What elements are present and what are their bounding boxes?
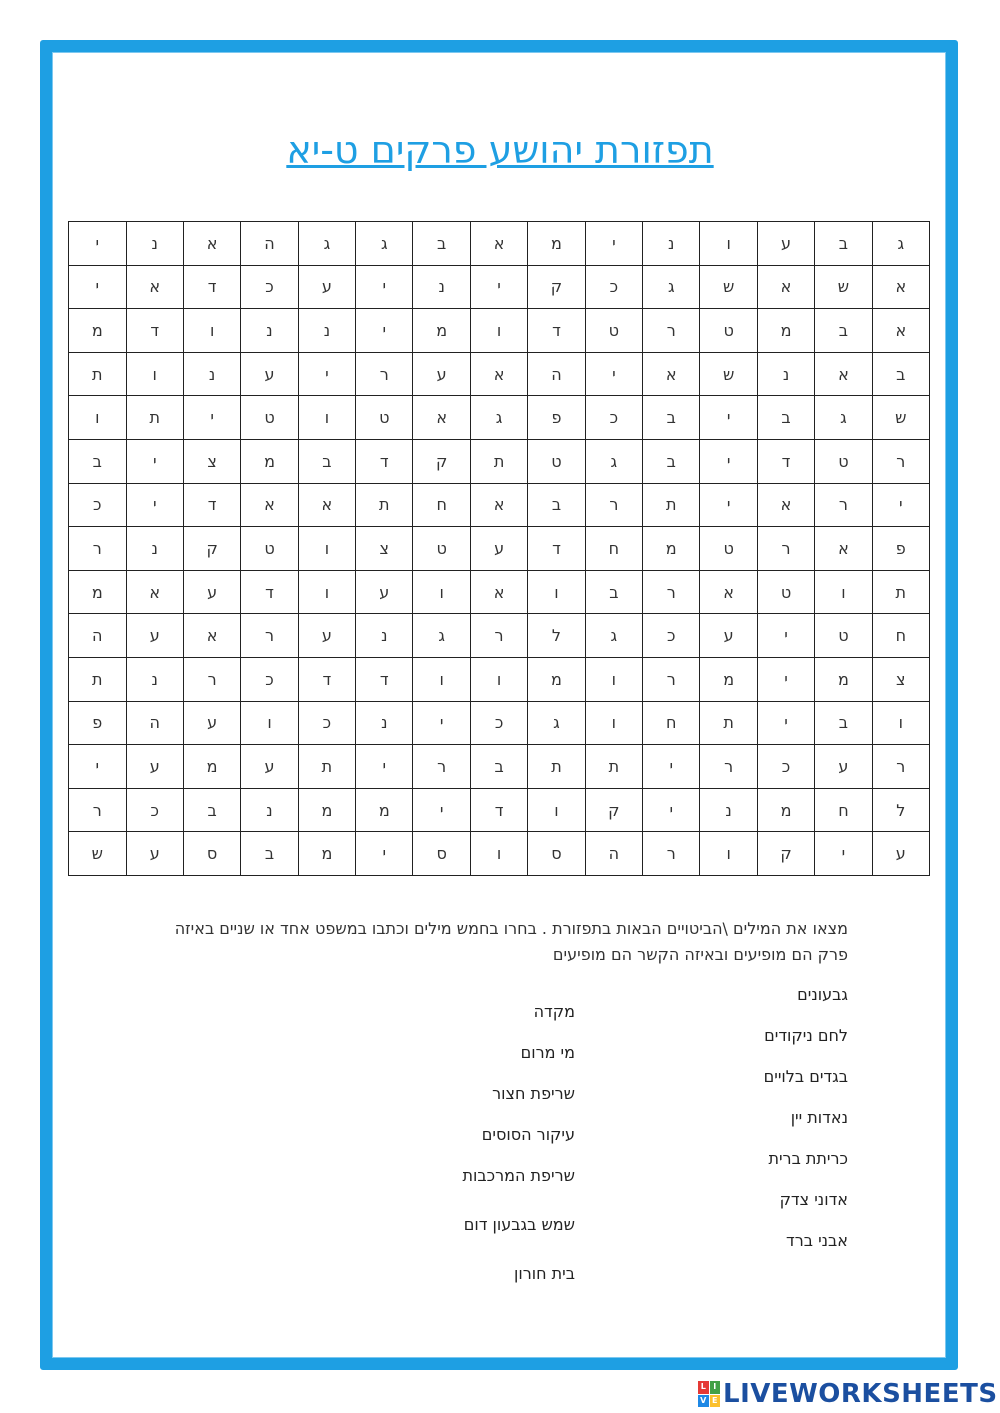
grid-cell[interactable]: י — [69, 745, 127, 789]
word-list-item: גבעונים — [797, 985, 848, 1004]
grid-cell[interactable]: כ — [69, 483, 127, 527]
word-list-item: שריפת המרכבות — [462, 1166, 575, 1185]
grid-cell[interactable]: ו — [585, 701, 642, 745]
grid-cell[interactable]: א — [298, 483, 355, 527]
grid-cell[interactable]: א — [815, 527, 872, 571]
grid-cell[interactable]: צ — [356, 527, 413, 571]
grid-cell[interactable]: ת — [585, 745, 642, 789]
grid-cell[interactable]: א — [643, 352, 700, 396]
grid-cell[interactable]: צ — [183, 439, 240, 483]
word-list-item: כריתת ברית — [768, 1149, 848, 1168]
grid-cell[interactable]: י — [815, 832, 872, 876]
grid-cell[interactable]: א — [470, 570, 527, 614]
grid-cell[interactable]: ע — [470, 527, 527, 571]
grid-cell[interactable]: ר — [872, 745, 929, 789]
word-list-right — [598, 984, 848, 1271]
grid-cell[interactable]: ר — [470, 614, 527, 658]
grid-cell[interactable]: נ — [700, 788, 757, 832]
grid-cell[interactable]: מ — [298, 788, 355, 832]
word-search-grid[interactable] — [68, 221, 930, 876]
grid-row — [69, 483, 930, 527]
grid-cell[interactable]: י — [69, 265, 127, 309]
grid-row — [69, 352, 930, 396]
grid-cell[interactable]: נ — [126, 222, 183, 266]
grid-cell[interactable]: ו — [700, 222, 757, 266]
grid-cell[interactable]: ט — [528, 439, 585, 483]
grid-cell[interactable]: י — [643, 745, 700, 789]
grid-cell[interactable]: א — [470, 483, 527, 527]
grid-cell[interactable]: ר — [700, 745, 757, 789]
grid-cell[interactable]: ת — [126, 396, 183, 440]
grid-row — [69, 788, 930, 832]
grid-cell[interactable]: ר — [643, 570, 700, 614]
grid-cell[interactable]: ה — [528, 352, 585, 396]
grid-cell[interactable]: ק — [183, 527, 240, 571]
grid-cell[interactable]: ט — [413, 527, 470, 571]
grid-cell[interactable]: ג — [470, 396, 527, 440]
grid-cell[interactable]: נ — [126, 657, 183, 701]
grid-cell[interactable]: י — [298, 352, 355, 396]
grid-cell[interactable]: ק — [528, 265, 585, 309]
grid-cell[interactable]: ו — [298, 570, 355, 614]
grid-cell[interactable]: ר — [585, 483, 642, 527]
grid-cell[interactable]: נ — [126, 527, 183, 571]
grid-cell[interactable]: מ — [356, 788, 413, 832]
grid-cell[interactable]: ה — [69, 614, 127, 658]
grid-cell[interactable]: נ — [413, 265, 470, 309]
grid-cell[interactable]: א — [872, 265, 929, 309]
grid-cell[interactable]: מ — [528, 657, 585, 701]
grid-cell[interactable]: ג — [643, 265, 700, 309]
grid-cell[interactable]: ר — [413, 745, 470, 789]
grid-cell[interactable]: ב — [815, 309, 872, 353]
logo-text: LIVEWORKSHEETS — [723, 1379, 998, 1409]
grid-cell[interactable]: מ — [241, 439, 298, 483]
grid-cell[interactable]: ג — [585, 614, 642, 658]
grid-cell[interactable]: ת — [470, 439, 527, 483]
grid-cell[interactable]: ו — [700, 832, 757, 876]
word-list-item: בגדים בלויים — [763, 1067, 848, 1086]
word-list-item: לחם ניקודים — [764, 1026, 848, 1045]
word-list-item: בית חורון — [514, 1264, 575, 1283]
grid-cell[interactable]: ר — [643, 832, 700, 876]
grid-cell[interactable]: ב — [643, 439, 700, 483]
grid-cell[interactable]: י — [413, 788, 470, 832]
grid-cell[interactable]: ו — [815, 570, 872, 614]
grid-cell[interactable]: ר — [643, 657, 700, 701]
grid-cell[interactable]: ג — [585, 439, 642, 483]
grid-cell[interactable]: י — [126, 439, 183, 483]
grid-cell[interactable]: ב — [413, 222, 470, 266]
grid-cell[interactable]: ט — [241, 396, 298, 440]
grid-cell[interactable]: י — [643, 788, 700, 832]
grid-cell[interactable]: ט — [700, 527, 757, 571]
grid-cell[interactable]: ר — [872, 439, 929, 483]
grid-cell[interactable]: ג — [815, 396, 872, 440]
grid-row — [69, 527, 930, 571]
grid-cell[interactable]: ע — [241, 745, 298, 789]
grid-cell[interactable]: כ — [585, 265, 642, 309]
grid-cell[interactable]: ע — [126, 832, 183, 876]
grid-cell[interactable]: מ — [69, 309, 127, 353]
page-title: תפזורת יהושע פרקים ט-יא — [286, 128, 714, 172]
grid-cell[interactable]: נ — [757, 352, 814, 396]
grid-cell[interactable]: ו — [872, 701, 929, 745]
grid-cell[interactable]: כ — [241, 657, 298, 701]
grid-cell[interactable]: מ — [413, 309, 470, 353]
grid-cell[interactable]: ג — [356, 222, 413, 266]
word-list-item: שמש בגבעון דום — [463, 1215, 575, 1234]
grid-cell[interactable]: ב — [528, 483, 585, 527]
grid-cell[interactable]: י — [872, 483, 929, 527]
grid-cell[interactable]: א — [470, 222, 527, 266]
grid-cell[interactable]: א — [470, 352, 527, 396]
grid-cell[interactable]: ב — [815, 701, 872, 745]
grid-cell[interactable]: ו — [528, 788, 585, 832]
grid-cell[interactable]: י — [69, 222, 127, 266]
grid-cell[interactable]: ו — [413, 570, 470, 614]
grid-cell[interactable]: ל — [872, 788, 929, 832]
grid-cell[interactable]: י — [700, 439, 757, 483]
grid-cell[interactable]: נ — [643, 222, 700, 266]
grid-cell[interactable]: ד — [528, 309, 585, 353]
grid-cell[interactable]: כ — [126, 788, 183, 832]
logo-letter: E — [710, 1395, 721, 1408]
grid-cell[interactable]: ו — [413, 657, 470, 701]
grid-cell[interactable]: מ — [757, 788, 814, 832]
grid-cell[interactable]: ג — [298, 222, 355, 266]
grid-cell[interactable]: ב — [643, 396, 700, 440]
grid-cell[interactable]: ט — [815, 614, 872, 658]
grid-cell[interactable]: ח — [872, 614, 929, 658]
grid-cell[interactable]: א — [183, 222, 240, 266]
grid-cell[interactable]: ש — [69, 832, 127, 876]
grid-cell[interactable]: י — [585, 352, 642, 396]
grid-row — [69, 309, 930, 353]
grid-cell[interactable]: י — [183, 396, 240, 440]
grid-cell[interactable]: א — [126, 570, 183, 614]
grid-cell[interactable]: ע — [413, 352, 470, 396]
grid-cell[interactable]: ד — [356, 657, 413, 701]
word-list-item: נאדות יין — [790, 1108, 848, 1127]
grid-cell[interactable]: ת — [872, 570, 929, 614]
grid-cell[interactable]: י — [470, 265, 527, 309]
grid-cell[interactable]: נ — [183, 352, 240, 396]
grid-row — [69, 657, 930, 701]
grid-row — [69, 614, 930, 658]
grid-cell[interactable]: ת — [700, 701, 757, 745]
grid-cell[interactable]: נ — [356, 614, 413, 658]
grid-row — [69, 832, 930, 876]
grid-cell[interactable]: ד — [356, 439, 413, 483]
grid-cell[interactable]: י — [356, 265, 413, 309]
grid-cell[interactable]: ע — [183, 570, 240, 614]
grid-cell[interactable]: י — [757, 701, 814, 745]
grid-cell[interactable]: ח — [413, 483, 470, 527]
grid-cell[interactable]: א — [126, 265, 183, 309]
grid-cell[interactable]: ת — [528, 745, 585, 789]
grid-cell[interactable]: ק — [413, 439, 470, 483]
grid-cell[interactable]: כ — [470, 701, 527, 745]
grid-cell[interactable]: ע — [356, 570, 413, 614]
grid-cell[interactable]: ש — [700, 352, 757, 396]
grid-cell[interactable]: ד — [470, 788, 527, 832]
grid-cell[interactable]: י — [700, 396, 757, 440]
grid-row — [69, 745, 930, 789]
grid-cell[interactable]: ר — [69, 788, 127, 832]
word-list-item: עיקור הסוסים — [481, 1125, 575, 1144]
grid-cell[interactable]: ט — [585, 309, 642, 353]
grid-cell[interactable]: ט — [700, 309, 757, 353]
grid-cell[interactable]: ת — [643, 483, 700, 527]
grid-cell[interactable]: ד — [298, 657, 355, 701]
grid-cell[interactable]: ט — [356, 396, 413, 440]
grid-cell[interactable]: ע — [183, 701, 240, 745]
grid-cell[interactable]: ר — [356, 352, 413, 396]
grid-cell[interactable]: ו — [470, 309, 527, 353]
word-list-item: מקדה — [533, 1002, 575, 1021]
grid-row — [69, 396, 930, 440]
grid-cell[interactable]: א — [872, 309, 929, 353]
grid-cell[interactable]: נ — [241, 788, 298, 832]
grid-cell[interactable]: י — [356, 832, 413, 876]
grid-cell[interactable]: ע — [126, 745, 183, 789]
grid-cell[interactable]: ו — [298, 396, 355, 440]
logo-letter: L — [698, 1381, 709, 1394]
grid-cell[interactable]: ו — [528, 570, 585, 614]
grid-cell[interactable]: ג — [872, 222, 929, 266]
grid-cell[interactable]: ב — [585, 570, 642, 614]
grid-cell[interactable]: ק — [585, 788, 642, 832]
grid-cell[interactable]: ט — [757, 570, 814, 614]
grid-cell[interactable]: ו — [69, 396, 127, 440]
grid-cell[interactable]: י — [757, 657, 814, 701]
word-list-item: שריפת חצור — [492, 1084, 575, 1103]
grid-cell[interactable]: ע — [298, 614, 355, 658]
grid-cell[interactable]: ה — [241, 222, 298, 266]
grid-cell[interactable]: י — [356, 309, 413, 353]
grid-cell[interactable]: פ — [528, 396, 585, 440]
grid-cell[interactable]: כ — [585, 396, 642, 440]
grid-row — [69, 701, 930, 745]
grid-cell[interactable]: ו — [470, 657, 527, 701]
grid-cell[interactable]: ו — [241, 701, 298, 745]
grid-cell[interactable]: ש — [815, 265, 872, 309]
grid-cell[interactable]: ר — [69, 527, 127, 571]
grid-cell[interactable]: ק — [757, 832, 814, 876]
grid-cell[interactable]: פ — [69, 701, 127, 745]
grid-cell[interactable]: ו — [126, 352, 183, 396]
grid-cell[interactable]: י — [126, 483, 183, 527]
grid-cell[interactable]: י — [356, 745, 413, 789]
grid-cell[interactable]: ע — [757, 222, 814, 266]
grid-cell[interactable]: ע — [126, 614, 183, 658]
word-list-item: מי מרום — [520, 1043, 575, 1062]
grid-cell[interactable]: ע — [298, 265, 355, 309]
grid-cell[interactable]: כ — [757, 745, 814, 789]
grid-cell[interactable]: מ — [528, 222, 585, 266]
word-list-left — [325, 1001, 575, 1304]
grid-cell[interactable]: ת — [298, 745, 355, 789]
grid-row — [69, 222, 930, 266]
grid-cell[interactable]: ח — [585, 527, 642, 571]
word-list-item: אדוני צדק — [779, 1190, 848, 1209]
grid-cell[interactable]: ע — [700, 614, 757, 658]
grid-row — [69, 570, 930, 614]
grid-cell[interactable]: ל — [528, 614, 585, 658]
grid-cell[interactable]: א — [241, 483, 298, 527]
grid-cell[interactable]: ר — [643, 309, 700, 353]
grid-cell[interactable]: מ — [298, 832, 355, 876]
grid-cell[interactable]: ד — [183, 483, 240, 527]
logo-letter: I — [710, 1381, 721, 1394]
grid-cell[interactable]: ג — [413, 614, 470, 658]
grid-row — [69, 439, 930, 483]
grid-cell[interactable]: ט — [815, 439, 872, 483]
grid-cell[interactable]: ט — [241, 527, 298, 571]
grid-cell[interactable]: ע — [241, 352, 298, 396]
grid-cell[interactable]: ב — [69, 439, 127, 483]
grid-cell[interactable]: ת — [69, 352, 127, 396]
grid-cell[interactable]: א — [757, 483, 814, 527]
word-list-item: אבני ברד — [785, 1231, 848, 1250]
instructions-text: מצאו את המילים \הביטויים הבאות בתפזורת . בחרו בחמש מילים וכתבו במשפט אחד או שניים באיזה פרק הם מופיעים ובאיזה הקשר הם מופיעים — [174, 919, 848, 964]
grid-cell[interactable]: ד — [528, 527, 585, 571]
logo-icon — [698, 1381, 720, 1407]
grid-cell[interactable]: ו — [298, 527, 355, 571]
grid-cell[interactable]: צ — [872, 657, 929, 701]
grid-cell[interactable]: ע — [872, 832, 929, 876]
grid-cell[interactable]: ב — [183, 788, 240, 832]
grid-cell[interactable]: ע — [815, 745, 872, 789]
grid-cell[interactable]: י — [700, 483, 757, 527]
grid-cell[interactable]: ר — [183, 657, 240, 701]
grid-cell[interactable]: פ — [872, 527, 929, 571]
grid-cell[interactable]: ה — [126, 701, 183, 745]
grid-cell[interactable]: ו — [470, 832, 527, 876]
grid-cell[interactable]: ב — [872, 352, 929, 396]
grid-cell[interactable]: נ — [356, 701, 413, 745]
grid-cell[interactable]: ד — [241, 570, 298, 614]
grid-cell[interactable]: ת — [69, 657, 127, 701]
grid-cell[interactable]: א — [413, 396, 470, 440]
grid-cell[interactable]: י — [757, 614, 814, 658]
grid-cell[interactable]: מ — [815, 657, 872, 701]
grid-cell[interactable]: ס — [413, 832, 470, 876]
grid-cell[interactable]: ש — [872, 396, 929, 440]
grid-cell[interactable]: א — [700, 570, 757, 614]
liveworksheets-logo[interactable] — [698, 1378, 998, 1410]
grid-cell[interactable]: ב — [757, 396, 814, 440]
grid-cell[interactable]: כ — [241, 265, 298, 309]
logo-letter: V — [698, 1395, 709, 1408]
grid-cell[interactable]: ש — [700, 265, 757, 309]
grid-cell[interactable]: א — [757, 265, 814, 309]
grid-cell[interactable]: ר — [241, 614, 298, 658]
grid-cell[interactable]: ב — [815, 222, 872, 266]
grid-cell[interactable]: ר — [757, 527, 814, 571]
grid-cell[interactable]: ס — [183, 832, 240, 876]
grid-cell[interactable]: י — [585, 222, 642, 266]
grid-cell[interactable]: ג — [528, 701, 585, 745]
grid-cell[interactable]: ב — [241, 832, 298, 876]
grid-cell[interactable]: ב — [470, 745, 527, 789]
grid-cell[interactable]: מ — [183, 745, 240, 789]
grid-cell[interactable]: ס — [528, 832, 585, 876]
grid-cell[interactable]: ה — [585, 832, 642, 876]
grid-cell[interactable]: ת — [356, 483, 413, 527]
grid-cell[interactable]: ר — [815, 483, 872, 527]
grid-cell[interactable]: ו — [585, 657, 642, 701]
grid-cell[interactable]: כ — [298, 701, 355, 745]
grid-cell[interactable]: י — [413, 701, 470, 745]
grid-cell[interactable]: נ — [241, 309, 298, 353]
grid-cell[interactable]: ח — [815, 788, 872, 832]
grid-cell[interactable]: מ — [643, 527, 700, 571]
grid-cell[interactable]: ד — [126, 309, 183, 353]
grid-cell[interactable]: ב — [298, 439, 355, 483]
grid-cell[interactable]: ד — [757, 439, 814, 483]
grid-cell[interactable]: מ — [757, 309, 814, 353]
grid-cell[interactable]: ד — [183, 265, 240, 309]
grid-cell[interactable]: א — [815, 352, 872, 396]
grid-cell[interactable]: א — [183, 614, 240, 658]
grid-cell[interactable]: נ — [298, 309, 355, 353]
grid-cell[interactable]: מ — [69, 570, 127, 614]
grid-cell[interactable]: ח — [643, 701, 700, 745]
grid-row — [69, 265, 930, 309]
grid-cell[interactable]: מ — [700, 657, 757, 701]
grid-cell[interactable]: ו — [183, 309, 240, 353]
grid-cell[interactable]: כ — [643, 614, 700, 658]
